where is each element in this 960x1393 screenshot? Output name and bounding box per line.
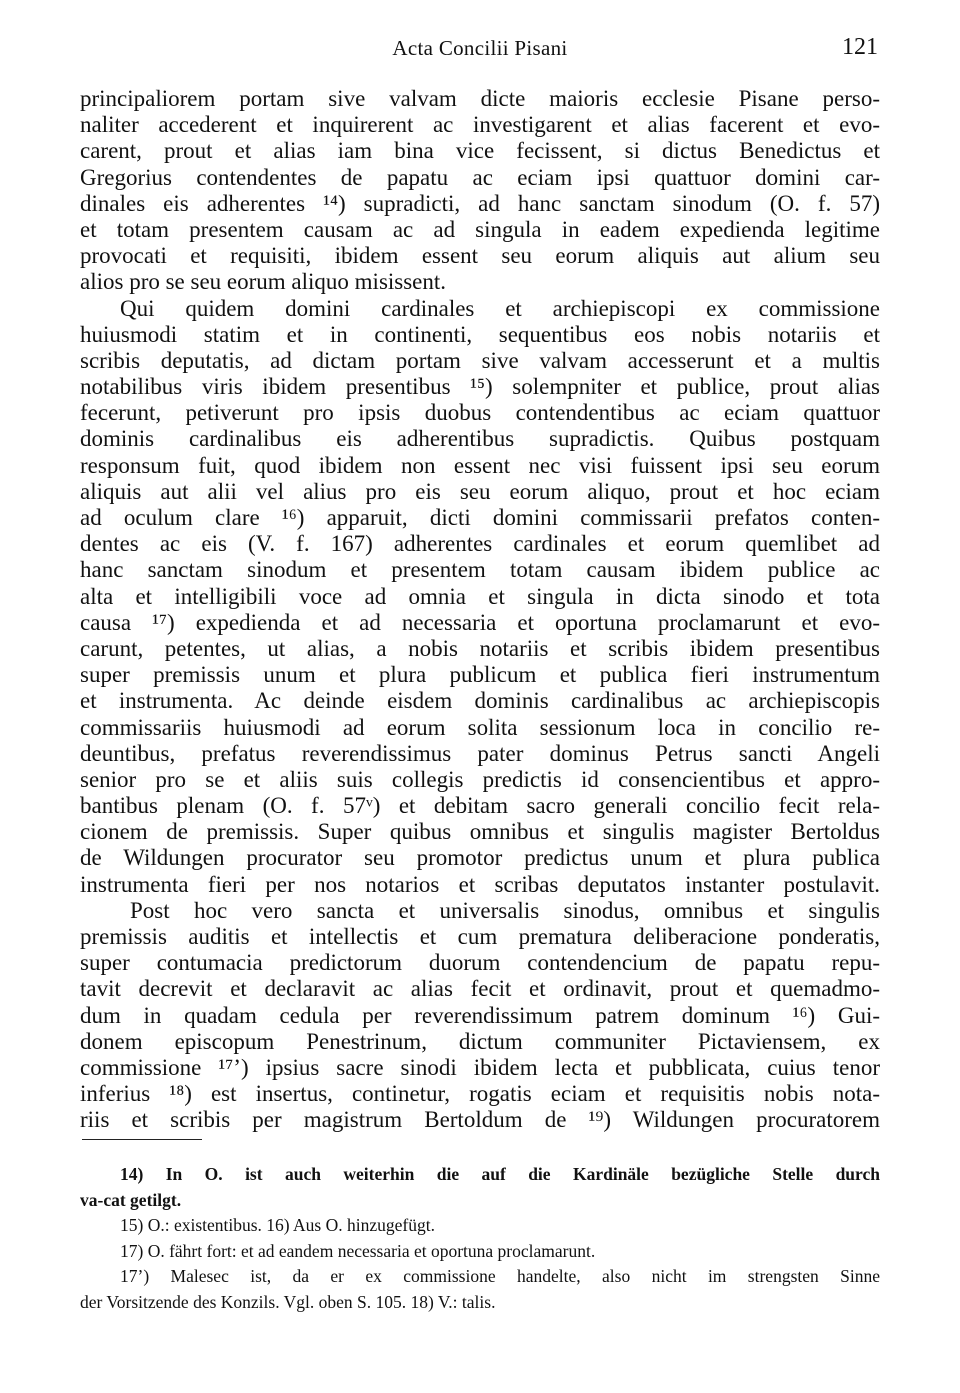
footnotes — [80, 1162, 880, 1315]
text-line: aliquis aut alii vel alius pro eis seu eorum aliquo, prout et hoc eciam — [80, 478, 880, 504]
text-line: commissione ¹⁷’) ipsius sacre sinodi ibidem lecta et pubblicata, cuius tenor — [80, 1054, 880, 1080]
text-line: notabilibus viris ibidem presentibus ¹⁵) solempniter et publice, prout alias — [80, 374, 880, 400]
footnote-line: 14) In O. ist auch weiterhin die auf die Kardinäle bezügliche Stelle durch — [120, 1164, 880, 1184]
footnote-line: 15) O.: existentibus. 16) Aus O. hinzugefügt. — [120, 1215, 435, 1235]
text-line: carent, prout et alias iam bina vice fecissent, si dictus Benedictus et — [80, 138, 880, 164]
text-line: dentes ac eis (V. f. 167) adherentes cardinales et eorum quemlibet ad — [80, 531, 880, 557]
text-line: Post hoc vero sancta et universalis sinodus, omnibus et singulis — [130, 897, 880, 923]
text-line: super contumacia predictorum duorum contendencium de papatu repu- — [80, 950, 880, 976]
footnote-line: 17’) Malesec ist, da er ex commissione handelte, also nicht im strengsten Sinne — [120, 1266, 880, 1286]
text-line: de Wildungen procurator seu promotor predictus unum et plura publica — [80, 845, 880, 871]
text-line: Qui quidem domini cardinales et archiepiscopi ex commissione — [120, 295, 880, 321]
page-header — [80, 30, 880, 70]
footnote-line: 17) O. fährt fort: et ad eandem necessaria et oportuna proclamarunt. — [120, 1240, 596, 1261]
text-line: ad oculum clare ¹⁶) apparuit, dicti domini commissarii prefatos conten- — [80, 505, 880, 530]
text-line: donem episcopum Penestrinum, dictum communiter Pictaviensem, ex — [80, 1028, 880, 1054]
main-text — [80, 86, 880, 1134]
running-title: Acta Concilii Pisani — [392, 36, 568, 60]
text-line: senior pro se et aliis suis collegis predictis id consencientibus et appro- — [80, 766, 880, 792]
text-line: super premissis unum et plura publicum et publica fieri instrumentum — [80, 662, 880, 688]
text-line: commissariis huiusmodi ad eorum solita sessionum loca in concilio re- — [80, 714, 880, 740]
text-line: riis et scribis per magistrum Bertoldum de ¹⁹) Wildungen procuratorem — [80, 1107, 880, 1133]
text-line: principaliorem portam sive valvam dicte maioris ecclesie Pisane perso- — [80, 86, 880, 111]
page-number: 121 — [842, 34, 878, 60]
text-line: instrumenta fieri per nos notarios et scribas deputatos instanter postulavit. — [80, 871, 880, 897]
text-line: dominis cardinalibus eis adherentibus supradictis. Quibus postquam — [80, 426, 880, 452]
text-line: scribis deputatis, ad dictam portam sive valvam accesserunt et a multis — [80, 347, 880, 373]
text-line: Gregorius contendentes de papatu ac eciam ipsi quattuor domini car- — [80, 164, 880, 190]
text-line: naliter accederent et inquirerent ac investigarent et alias facerent et evo- — [80, 112, 880, 138]
text-line: et instrumenta. Ac deinde eisdem dominis cardinalibus ac archiepiscopis — [80, 688, 880, 714]
text-line: alta et intelligibili voce ad omnia et singula in dicta sinodo et tota — [80, 583, 880, 609]
text-line: inferius ¹⁸) est insertus, continetur, rogatis eciam et requisitis nobis nota- — [80, 1081, 880, 1107]
text-line: responsum fuit, quod ibidem non essent nec visi fuissent ipsi seu eorum — [80, 452, 880, 478]
footnote-divider — [82, 1139, 202, 1140]
text-line: fecerunt, petiverunt pro ipsis duobus contendentibus ac eciam quattuor — [80, 400, 880, 426]
text-line: provocati et requisiti, ibidem essent seu eorum aliquis aut alium seu — [80, 243, 880, 269]
footnote-line: der Vorsitzende des Konzils. Vgl. oben S. 105. 18) V.: talis. — [80, 1291, 496, 1312]
text-line: causa ¹⁷) expedienda et ad necessaria et oportuna proclamarunt et evo- — [80, 609, 880, 635]
text-line: premissis auditis et intellectis et cum prematura deliberacione ponderatis, — [80, 924, 880, 949]
text-line: carunt, petentes, ut alias, a nobis notariis et scribis ibidem presentibus — [80, 635, 880, 661]
text-line: dum in quadam cedula per reverendissimum patrem dominum ¹⁶) Gui- — [80, 1002, 880, 1028]
text-line: deuntibus, prefatus reverendissimus pater dominus Petrus sancti Angeli — [80, 740, 880, 766]
text-line: et totam presentem causam ac ad singula in eadem expedienda legitime — [80, 216, 880, 242]
text-line: huiusmodi statim et in continenti, sequentibus eos nobis notariis et — [80, 321, 880, 347]
text-line: alios pro se seu eorum aliquo misissent. — [80, 269, 447, 295]
text-line: hanc sanctam sinodum et presentem totam causam ibidem publice ac — [80, 557, 880, 583]
text-line: bantibus plenam (O. f. 57ᵛ) et debitam sacro generali concilio fecit rela- — [80, 793, 880, 819]
text-line: cionem de premissis. Super quibus omnibus et singulis magister Bertoldus — [80, 819, 880, 845]
text-line: tavit decrevit et declaravit ac alias fecit et ordinavit, prout et quemadmo- — [80, 976, 880, 1002]
text-line: dinales eis adherentes ¹⁴) supradicti, ad hanc sanctam sinodum (O. f. 57) — [80, 190, 880, 216]
footnote-line: va-cat getilgt. — [80, 1189, 182, 1210]
